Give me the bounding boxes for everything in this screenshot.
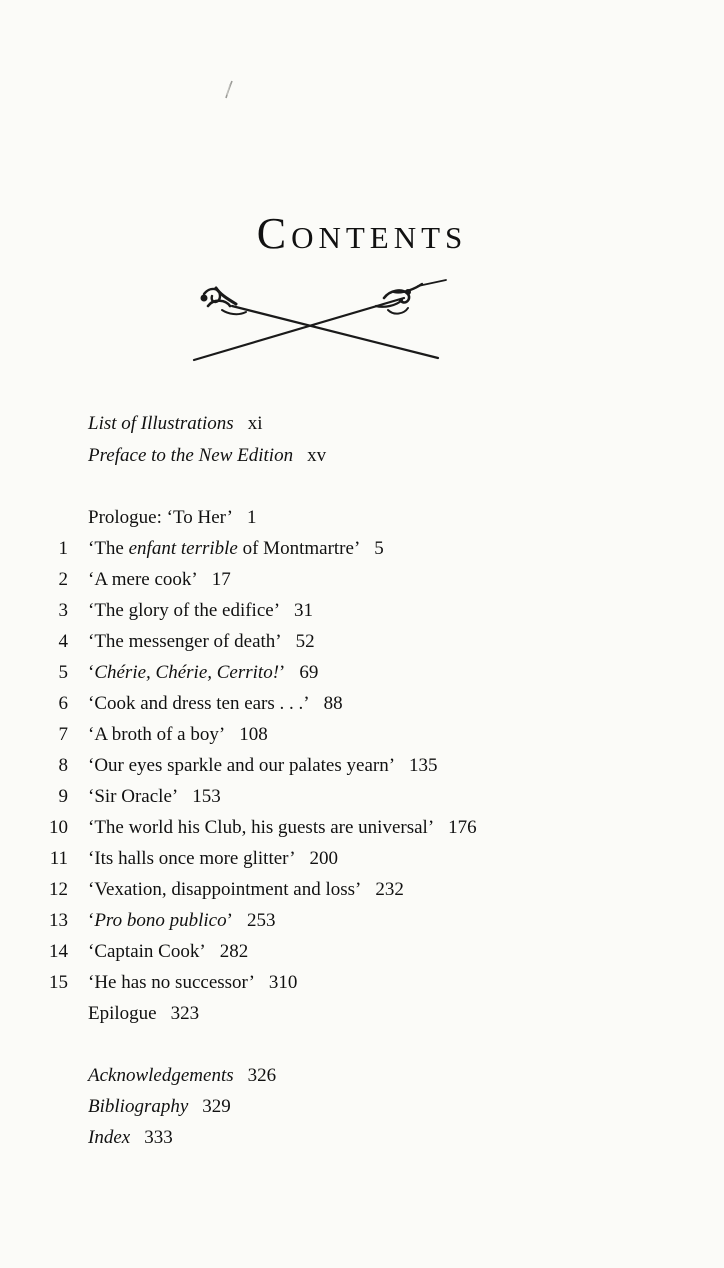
toc-entry-chapter-10[interactable]	[0, 813, 724, 843]
chapter-number: 7	[58, 724, 68, 745]
toc-entry-page: 326	[247, 1065, 277, 1086]
toc-entry-title: ‘The glory of the edifice’	[88, 600, 281, 621]
toc-entry-chapter-11[interactable]	[0, 844, 724, 874]
toc-entry-title: ‘Its halls once more glitter’	[88, 848, 296, 869]
toc-entry-chapter-13[interactable]	[0, 906, 724, 936]
toc-entry-page: 282	[219, 941, 249, 962]
toc-entry-title: ‘He has no successor’	[88, 972, 255, 993]
toc-entry-chapter-3[interactable]	[0, 596, 724, 626]
toc-entry-chapter-15[interactable]	[0, 968, 724, 998]
paper-speck-mark	[224, 80, 234, 100]
toc-entry-chapter-12[interactable]	[0, 875, 724, 905]
toc-entry-title: ‘Captain Cook’	[88, 941, 206, 962]
chapter-number: 8	[58, 755, 68, 776]
toc-entry-page: 5	[374, 538, 384, 559]
toc-entry-page: xv	[307, 445, 327, 466]
toc-entry-title: ‘The messenger of death’	[88, 631, 282, 652]
toc-entry-page: 232	[375, 879, 404, 900]
toc-entry-title-end: of Montmartre’	[237, 538, 361, 559]
toc-entry-page: 176	[448, 817, 477, 838]
chapter-number: 12	[49, 879, 68, 900]
toc-entry-prologue[interactable]	[0, 503, 724, 533]
toc-entry-page: 323	[170, 1003, 200, 1024]
toc-entry-page: 310	[268, 972, 298, 993]
chapter-number: 11	[49, 848, 68, 869]
toc-entry-chapter-8[interactable]	[0, 751, 724, 781]
toc-entry-page: 135	[409, 755, 438, 776]
toc-entry-title: List of Illustrations	[88, 413, 234, 434]
chapter-number: 6	[58, 693, 68, 714]
toc-entry-chapter-1[interactable]	[0, 534, 724, 564]
toc-entry-page: xi	[247, 413, 263, 434]
toc-entry-bibliography[interactable]	[0, 1092, 724, 1122]
toc-entry-title: ‘Cook and dress ten ears . . .’	[88, 693, 310, 714]
toc-entry-chapter-2[interactable]	[0, 565, 724, 595]
toc-entry-title: ‘A mere cook’	[88, 569, 198, 590]
chapter-number: 3	[58, 600, 68, 621]
toc-entry-title: Bibliography	[88, 1096, 189, 1117]
toc-entry-page: 88	[323, 693, 343, 714]
chapter-number: 1	[58, 538, 68, 559]
toc-entry-title: ‘Vexation, disappointment and loss’	[88, 879, 362, 900]
toc-entry-chapter-6[interactable]	[0, 689, 724, 719]
toc-entry-page: 31	[294, 600, 314, 621]
toc-entry-title: ‘	[88, 662, 95, 683]
crossed-swords-ornament-icon	[190, 276, 450, 366]
chapter-number: 15	[49, 972, 68, 993]
toc-entry-title: Epilogue	[88, 1003, 157, 1024]
toc-entry-chapter-9[interactable]	[0, 782, 724, 812]
toc-entry-page: 329	[202, 1096, 231, 1117]
toc-entry-chapter-7[interactable]	[0, 720, 724, 750]
toc-entry-page: 69	[299, 662, 319, 683]
toc-entry-page: 153	[192, 786, 221, 807]
toc-entry-title: Acknowledgements	[88, 1065, 234, 1086]
toc-entry-title-italic: Chérie, Chérie, Cerrito!	[94, 662, 280, 683]
toc-entry-page: 108	[239, 724, 268, 745]
toc-entry-title: ‘Sir Oracle’	[88, 786, 179, 807]
toc-entry-title-italic: Pro bono publico	[94, 910, 227, 931]
toc-entry-epilogue[interactable]	[0, 999, 724, 1029]
toc-entry-preface[interactable]	[0, 441, 724, 471]
toc-entry-title: ‘The world his Club, his guests are universal’	[88, 817, 435, 838]
toc-entry-title: Preface to the New Edition	[88, 445, 294, 466]
toc-entry-page: 253	[246, 910, 276, 931]
toc-entry-page: 1	[247, 507, 257, 528]
toc-entry-page: 333	[144, 1127, 173, 1148]
toc-entry-title: ‘The	[88, 538, 129, 559]
toc-entry-title-italic: enfant terrible	[128, 538, 238, 559]
chapter-number: 5	[58, 662, 68, 683]
toc-entry-title: ‘A broth of a boy’	[88, 724, 226, 745]
toc-entry-chapter-5[interactable]	[0, 658, 724, 688]
chapter-number: 13	[49, 910, 68, 931]
toc-entry-chapter-4[interactable]	[0, 627, 724, 657]
toc-entry-chapter-14[interactable]	[0, 937, 724, 967]
toc-entry-index[interactable]	[0, 1123, 724, 1153]
toc-entry-page: 200	[309, 848, 339, 869]
chapter-number: 9	[58, 786, 68, 807]
toc-entry-list-of-illustrations[interactable]	[0, 409, 724, 439]
toc-entry-title: ‘Our eyes sparkle and our palates yearn’	[88, 755, 396, 776]
toc-entry-title: Prologue: ‘To Her’	[88, 507, 234, 528]
toc-entry-page: 52	[295, 631, 315, 652]
toc-entry-acknowledgements[interactable]	[0, 1061, 724, 1091]
toc-entry-title: Index	[88, 1127, 131, 1148]
toc-entry-page: 17	[211, 569, 231, 590]
page-title: Contents	[256, 209, 468, 258]
chapter-number: 14	[49, 941, 68, 962]
chapter-number: 10	[49, 817, 68, 838]
toc-entry-title-end: ’	[226, 910, 233, 931]
toc-entry-title-end: ’	[279, 662, 286, 683]
toc-entry-title: ‘	[88, 910, 95, 931]
chapter-number: 4	[58, 631, 68, 652]
chapter-number: 2	[58, 569, 68, 590]
